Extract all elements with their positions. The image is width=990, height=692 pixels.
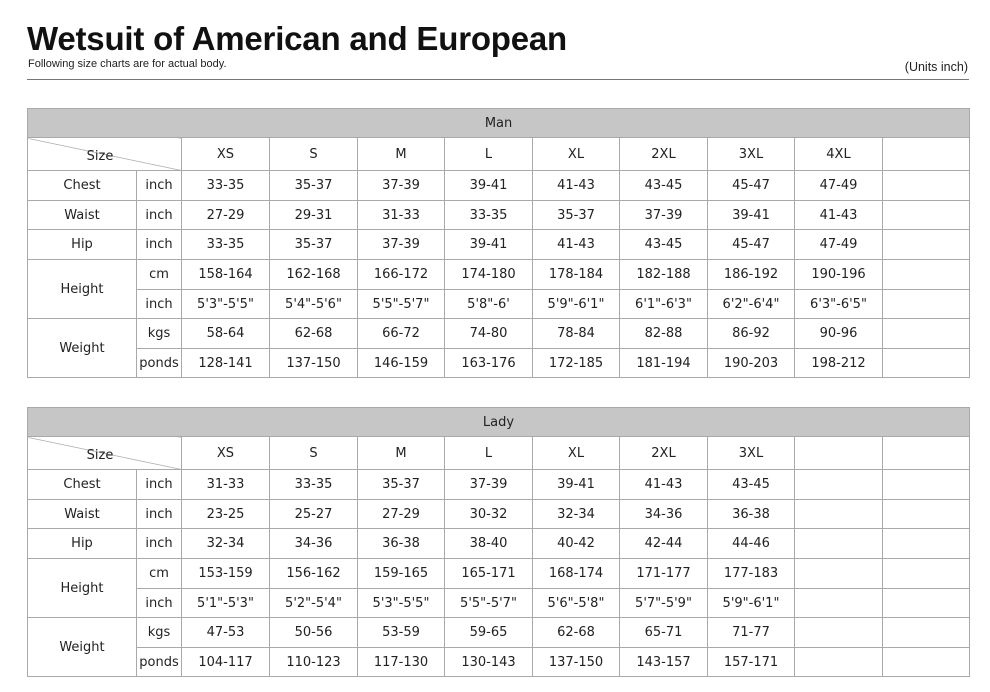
value-cell: 146-159	[358, 349, 445, 378]
value-cell: 45-47	[708, 230, 795, 260]
size-header: XL	[533, 437, 620, 470]
value-cell: 32-34	[533, 500, 620, 529]
value-cell: 5'4"-5'6"	[270, 290, 358, 319]
value-cell: 33-35	[445, 201, 533, 230]
size-header: 2XL	[620, 437, 708, 470]
size-header: S	[270, 138, 358, 171]
value-cell: 159-165	[358, 559, 445, 589]
size-header: 2XL	[620, 138, 708, 171]
value-cell	[795, 500, 883, 529]
value-cell: 41-43	[795, 201, 883, 230]
value-cell: 47-49	[795, 230, 883, 260]
value-cell: 178-184	[533, 260, 620, 290]
value-cell: 128-141	[182, 349, 270, 378]
value-cell: 33-35	[182, 171, 270, 201]
size-header: XL	[533, 138, 620, 171]
value-cell: 158-164	[182, 260, 270, 290]
measure-label: Weight	[28, 319, 137, 378]
unit-cell: cm	[137, 260, 182, 290]
value-cell: 25-27	[270, 500, 358, 529]
table-row	[28, 201, 970, 230]
value-cell: 47-53	[182, 618, 270, 648]
measure-label: Chest	[28, 470, 137, 500]
value-cell: 168-174	[533, 559, 620, 589]
value-cell: 156-162	[270, 559, 358, 589]
size-header: S	[270, 437, 358, 470]
size-header: 4XL	[795, 138, 883, 171]
value-cell: 41-43	[533, 171, 620, 201]
size-header	[883, 138, 970, 171]
value-cell: 153-159	[182, 559, 270, 589]
value-cell: 190-203	[708, 349, 795, 378]
value-cell: 36-38	[358, 529, 445, 559]
size-header: L	[445, 138, 533, 171]
size-header-row	[28, 437, 970, 470]
value-cell	[883, 470, 970, 500]
measure-label: Chest	[28, 171, 137, 201]
value-cell	[883, 648, 970, 677]
value-cell: 5'9"-6'1"	[708, 589, 795, 618]
value-cell	[883, 319, 970, 349]
header-divider	[27, 79, 969, 80]
value-cell: 66-72	[358, 319, 445, 349]
unit-cell: inch	[137, 230, 182, 260]
table-row	[28, 500, 970, 529]
table-row	[28, 618, 970, 648]
page-title: Wetsuit of American and European	[27, 20, 568, 57]
value-cell: 31-33	[358, 201, 445, 230]
size-label: Size	[86, 448, 114, 463]
value-cell: 5'5"-5'7"	[445, 589, 533, 618]
value-cell: 47-49	[795, 171, 883, 201]
value-cell	[883, 230, 970, 260]
size-header: 3XL	[708, 138, 795, 171]
size-header: XS	[182, 437, 270, 470]
measure-label: Height	[28, 260, 137, 319]
value-cell: 86-92	[708, 319, 795, 349]
value-cell	[883, 171, 970, 201]
value-cell: 5'5"-5'7"	[358, 290, 445, 319]
value-cell: 27-29	[358, 500, 445, 529]
value-cell: 44-46	[708, 529, 795, 559]
value-cell: 130-143	[445, 648, 533, 677]
table-row	[28, 290, 970, 319]
value-cell: 171-177	[620, 559, 708, 589]
unit-cell: inch	[137, 290, 182, 319]
unit-cell: inch	[137, 500, 182, 529]
value-cell	[795, 589, 883, 618]
value-cell: 23-25	[182, 500, 270, 529]
value-cell: 90-96	[795, 319, 883, 349]
value-cell: 177-183	[708, 559, 795, 589]
table-row	[28, 349, 970, 378]
value-cell: 43-45	[620, 171, 708, 201]
measure-label: Weight	[28, 618, 137, 677]
value-cell: 6'3"-6'5"	[795, 290, 883, 319]
value-cell	[883, 589, 970, 618]
value-cell: 37-39	[358, 171, 445, 201]
measure-label: Hip	[28, 529, 137, 559]
value-cell: 34-36	[620, 500, 708, 529]
measure-label: Hip	[28, 230, 137, 260]
value-cell: 5'1"-5'3"	[182, 589, 270, 618]
value-cell: 35-37	[358, 470, 445, 500]
value-cell: 41-43	[533, 230, 620, 260]
value-cell	[795, 529, 883, 559]
value-cell	[883, 529, 970, 559]
value-cell: 5'3"-5'5"	[182, 290, 270, 319]
table-row	[28, 319, 970, 349]
value-cell: 174-180	[445, 260, 533, 290]
size-header: XS	[182, 138, 270, 171]
value-cell: 190-196	[795, 260, 883, 290]
value-cell: 157-171	[708, 648, 795, 677]
value-cell: 45-47	[708, 171, 795, 201]
measure-label: Height	[28, 559, 137, 618]
table-row	[28, 171, 970, 201]
value-cell: 165-171	[445, 559, 533, 589]
value-cell	[883, 349, 970, 378]
value-cell: 166-172	[358, 260, 445, 290]
value-cell	[883, 201, 970, 230]
table-row	[28, 589, 970, 618]
value-cell: 5'2"-5'4"	[270, 589, 358, 618]
unit-cell: kgs	[137, 319, 182, 349]
value-cell: 104-117	[182, 648, 270, 677]
value-cell: 40-42	[533, 529, 620, 559]
value-cell: 39-41	[445, 230, 533, 260]
value-cell: 35-37	[270, 171, 358, 201]
value-cell: 59-65	[445, 618, 533, 648]
unit-cell: ponds	[137, 349, 182, 378]
value-cell: 78-84	[533, 319, 620, 349]
value-cell: 163-176	[445, 349, 533, 378]
value-cell: 162-168	[270, 260, 358, 290]
value-cell: 29-31	[270, 201, 358, 230]
value-cell	[795, 559, 883, 589]
value-cell: 117-130	[358, 648, 445, 677]
value-cell: 198-212	[795, 349, 883, 378]
unit-cell: cm	[137, 559, 182, 589]
unit-cell: inch	[137, 529, 182, 559]
table-row	[28, 230, 970, 260]
value-cell: 182-188	[620, 260, 708, 290]
value-cell	[795, 618, 883, 648]
value-cell: 5'6"-5'8"	[533, 589, 620, 618]
value-cell: 71-77	[708, 618, 795, 648]
value-cell: 39-41	[445, 171, 533, 201]
section-row	[28, 109, 970, 138]
value-cell: 6'2"-6'4"	[708, 290, 795, 319]
value-cell: 74-80	[445, 319, 533, 349]
value-cell: 37-39	[620, 201, 708, 230]
unit-cell: inch	[137, 589, 182, 618]
value-cell: 53-59	[358, 618, 445, 648]
value-cell: 82-88	[620, 319, 708, 349]
unit-cell: inch	[137, 171, 182, 201]
value-cell: 43-45	[620, 230, 708, 260]
value-cell: 6'1"-6'3"	[620, 290, 708, 319]
value-cell: 37-39	[358, 230, 445, 260]
value-cell: 34-36	[270, 529, 358, 559]
value-cell: 33-35	[182, 230, 270, 260]
value-cell: 58-64	[182, 319, 270, 349]
value-cell: 5'9"-6'1"	[533, 290, 620, 319]
page-subtitle: Following size charts are for actual body.	[28, 58, 227, 70]
value-cell: 137-150	[533, 648, 620, 677]
section-title: Man	[28, 109, 970, 138]
table-row	[28, 529, 970, 559]
unit-cell: kgs	[137, 618, 182, 648]
value-cell: 30-32	[445, 500, 533, 529]
value-cell: 35-37	[270, 230, 358, 260]
size-corner-cell	[28, 138, 182, 171]
value-cell: 5'7"-5'9"	[620, 589, 708, 618]
table-row	[28, 559, 970, 589]
section-title: Lady	[28, 408, 970, 437]
value-cell: 31-33	[182, 470, 270, 500]
value-cell: 39-41	[708, 201, 795, 230]
man-size-table	[27, 108, 970, 378]
value-cell: 50-56	[270, 618, 358, 648]
value-cell: 39-41	[533, 470, 620, 500]
value-cell: 5'3"-5'5"	[358, 589, 445, 618]
value-cell	[795, 648, 883, 677]
unit-cell: ponds	[137, 648, 182, 677]
table-row	[28, 648, 970, 677]
section-row	[28, 408, 970, 437]
value-cell: 36-38	[708, 500, 795, 529]
table-row	[28, 260, 970, 290]
value-cell: 33-35	[270, 470, 358, 500]
size-header-row	[28, 138, 970, 171]
size-header	[795, 437, 883, 470]
value-cell: 65-71	[620, 618, 708, 648]
unit-cell: inch	[137, 470, 182, 500]
value-cell: 27-29	[182, 201, 270, 230]
value-cell	[795, 470, 883, 500]
value-cell: 42-44	[620, 529, 708, 559]
value-cell	[883, 260, 970, 290]
size-header: L	[445, 437, 533, 470]
size-header: M	[358, 138, 445, 171]
value-cell: 143-157	[620, 648, 708, 677]
value-cell	[883, 290, 970, 319]
value-cell: 172-185	[533, 349, 620, 378]
value-cell	[883, 559, 970, 589]
value-cell	[883, 618, 970, 648]
value-cell: 181-194	[620, 349, 708, 378]
value-cell: 32-34	[182, 529, 270, 559]
size-header: M	[358, 437, 445, 470]
value-cell: 5'8"-6'	[445, 290, 533, 319]
size-label: Size	[86, 149, 114, 164]
value-cell: 110-123	[270, 648, 358, 677]
size-header	[883, 437, 970, 470]
value-cell: 186-192	[708, 260, 795, 290]
units-note: (Units inch)	[904, 60, 968, 74]
table-row	[28, 470, 970, 500]
lady-size-table	[27, 407, 970, 677]
value-cell: 43-45	[708, 470, 795, 500]
measure-label: Waist	[28, 500, 137, 529]
value-cell: 35-37	[533, 201, 620, 230]
value-cell: 37-39	[445, 470, 533, 500]
value-cell: 137-150	[270, 349, 358, 378]
measure-label: Waist	[28, 201, 137, 230]
value-cell: 62-68	[533, 618, 620, 648]
size-header: 3XL	[708, 437, 795, 470]
size-corner-cell	[28, 437, 182, 470]
value-cell: 62-68	[270, 319, 358, 349]
value-cell	[883, 500, 970, 529]
unit-cell: inch	[137, 201, 182, 230]
value-cell: 41-43	[620, 470, 708, 500]
value-cell: 38-40	[445, 529, 533, 559]
